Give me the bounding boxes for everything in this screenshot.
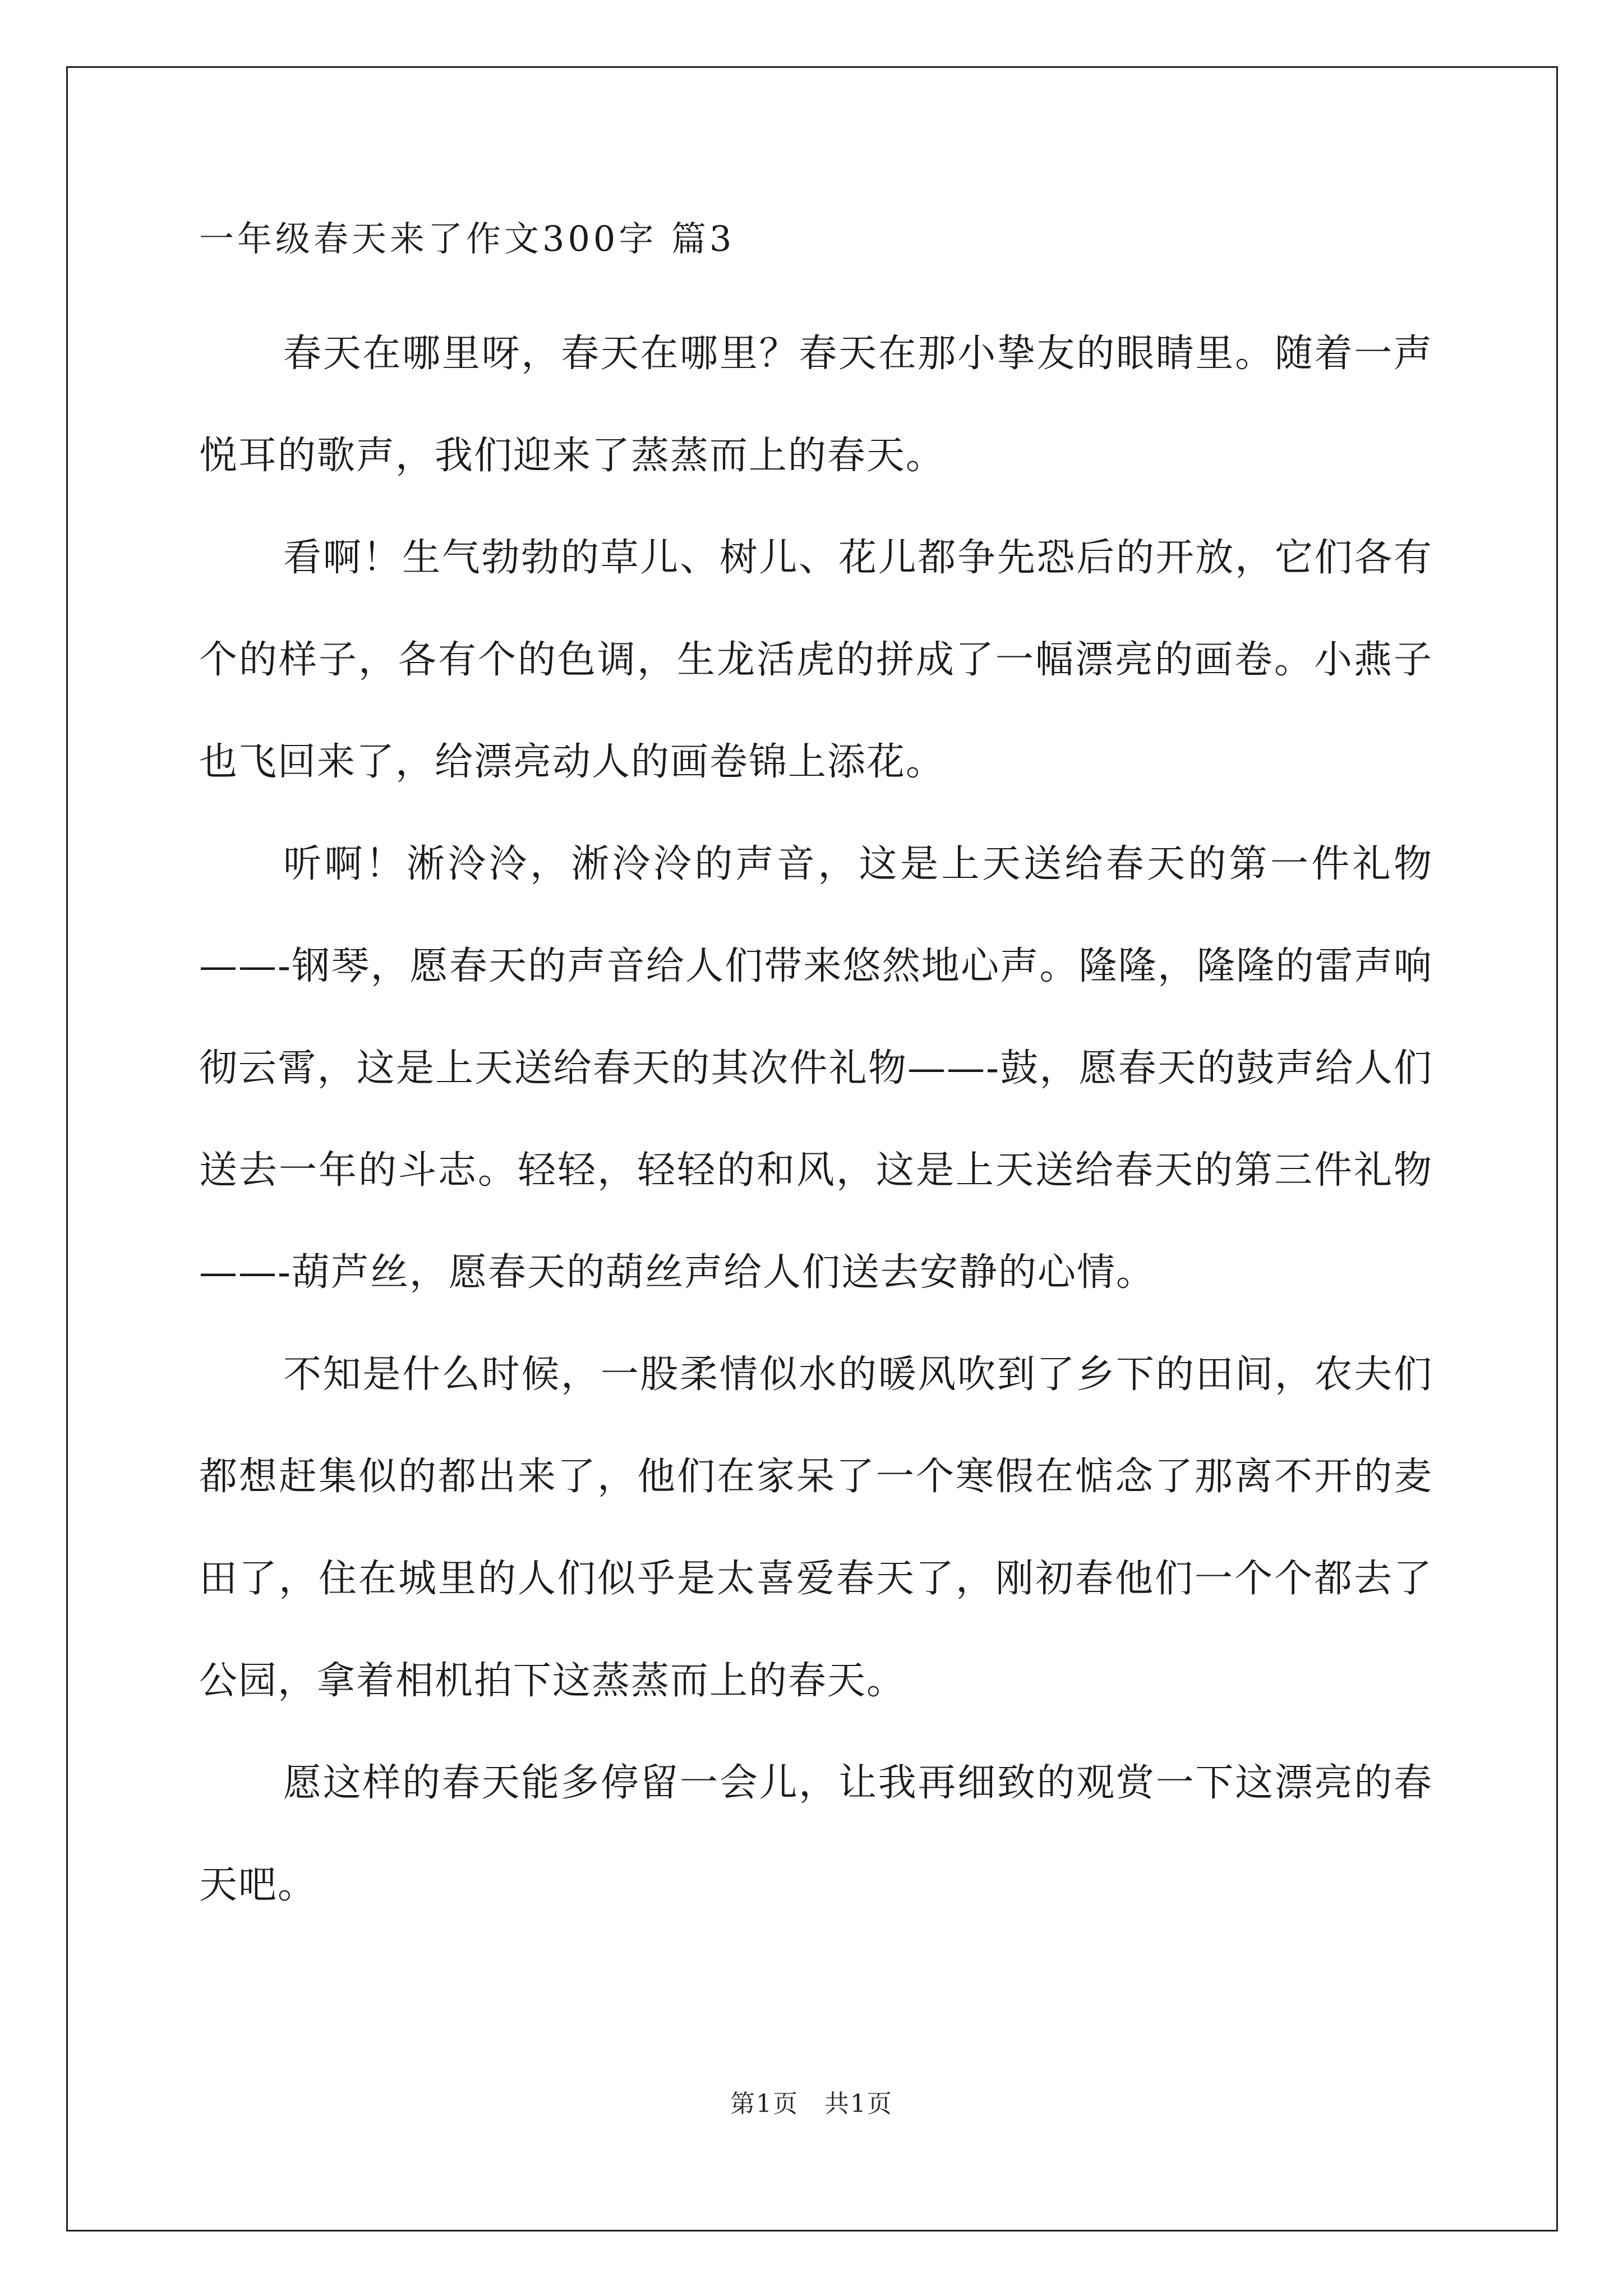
page-number: 第1页 共1页 xyxy=(730,2090,893,2118)
paragraph-3: 听啊！淅泠泠，淅泠泠的声音，这是上天送给春天的第一件礼物——-钢琴，愿春天的声音给人们带来悠然地心声。隆隆，隆隆的雷声响彻云霄，这是上天送给春天的其次件礼物——-鼓，愿春天的鼓声给人们送去一年的斗志。轻轻，轻轻的和风，这是上天送给春天的第三件礼物——-葫芦丝，愿春天的葫丝声给人们送去安静的心情。 xyxy=(199,842,1433,1295)
paragraph-1: 春天在哪里呀，春天在哪里？春天在那小挚友的眼睛里。随着一声悦耳的歌声，我们迎来了蒸蒸而上的春天。 xyxy=(199,332,1433,478)
paragraph-4: 不知是什么时候，一股柔情似水的暖风吹到了乡下的田间，农夫们都想赶集似的都出来了，他们在家呆了一个寒假在惦念了那离不开的麦田了，住在城里的人们似乎是太喜爱春天了，刚初春他们一个个都去了公园，拿着相机拍下这蒸蒸而上的春天。 xyxy=(199,1352,1433,1703)
document-title: 一年级春天来了作文300字 篇3 xyxy=(199,218,735,259)
paragraph-2: 看啊！生气勃勃的草儿、树儿、花儿都争先恐后的开放，它们各有个的样子，各有个的色调，生龙活虎的拼成了一幅漂亮的画卷。小燕子也飞回来了，给漂亮动人的画卷锦上添花。 xyxy=(199,536,1433,784)
paragraph-5: 愿这样的春天能多停留一会儿，让我再细致的观赏一下这漂亮的春天吧。 xyxy=(199,1761,1433,1907)
document-body xyxy=(199,219,1433,1936)
